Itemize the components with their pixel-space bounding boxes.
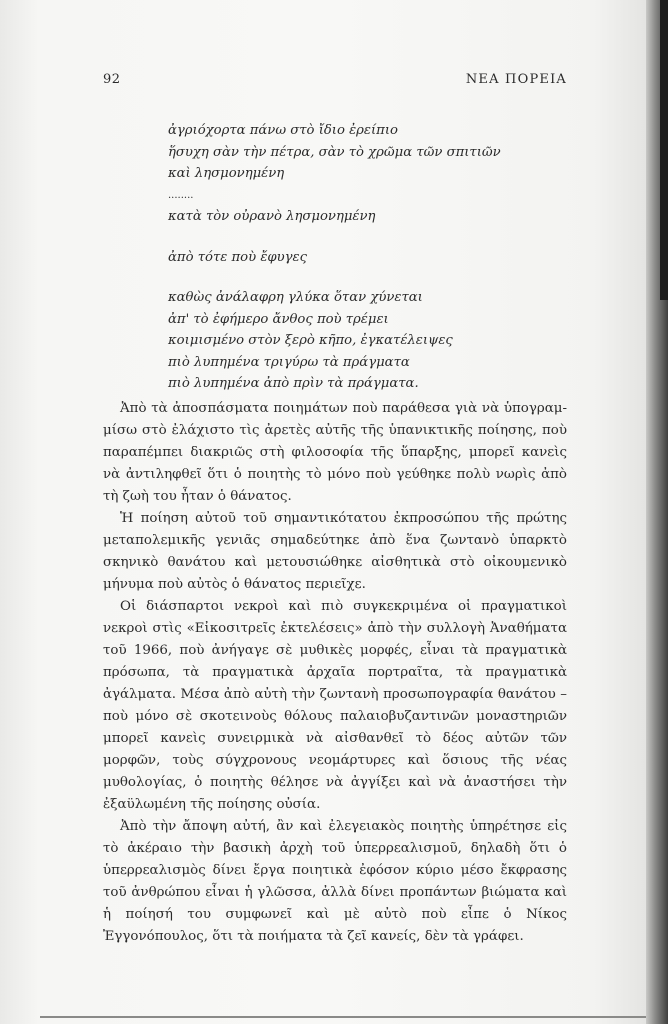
paragraph: Οἱ διάσπαρτοι νεκροὶ καὶ πιὸ συγκεκριμένα οἱ πραγματικοὶ νεκροὶ στὶς «Εἰκοσιτρεῖς ἐκτελέσεις» ἀπὸ τὴν συλλογὴ Ἀναθήματα τοῦ 1966, ποὺ ἀνήγαγε σὲ μυθικὲς μορφές, εἶναι τὰ πραγματικὰ πρόσωπα, τὰ πραγματικὰ ἀρχαῖα πορτραῖτα, τὰ πραγματικὰ ἀγάλματα. Μέσα ἀπὸ αὐτὴ τὴν ζωντανὴ προσωπογραφία θανάτου – ποὺ μόνο σὲ σκοτεινοὺς θόλους παλαιοβυζαντινῶν μοναστηριῶν μπορεῖ κανεὶς συνειρμικὰ νὰ αἰσθανθεῖ τὸ δέος αὐτῶν τῶν μορφῶν, τοὺς σύγχρονους νεομάρτυρες καὶ ὅσιους τῆς νέας μυθολογίας, ὁ ποιητὴς θέλησε νὰ ἀγγίξει καὶ νὰ ἀναστήσει τὴν ἐξαϋλωμένη τῆς ποίησης οὐσία.: [103, 599, 567, 812]
page-bottom-edge: [40, 1016, 646, 1018]
poem-ellipsis: ........: [168, 189, 194, 201]
poem-line: ἀγριόχορτα πάνω στὸ ἴδιο ἐρείπιο: [168, 123, 398, 138]
poem-line: καὶ λησμονημένη: [168, 166, 285, 181]
poem-line: καθὼς ἀνάλαφρη γλύκα ὅταν χύνεται: [168, 290, 423, 305]
paragraph: Ἀπὸ τὰ ἀποσπάσματα ποιημάτων ποὺ παράθεσα γιὰ νὰ ὑπογραμμίσω στὸ ἐλάχιστο τὶς ἀρετὲς αὐτῆς τῆς ὑπανικτικῆς ποίησης, ποὺ παραπέμπει διακριῶς στὴ φιλοσοφία τῆς ὕπαρξης, μπορεῖ κανεὶς νὰ ἀντιληφθεῖ ὅτι ὁ ποιητὴς τὸ μόνο ποὺ γεύθηκε πολὺ νωρὶς ἀπὸ τὴ ζωὴ του ἦταν ὁ θάνατος.: [103, 401, 567, 504]
poem-excerpt: [168, 120, 568, 395]
page-number: 92: [103, 72, 121, 87]
poem-line: πιὸ λυπημένα τριγύρω τὰ πράγματα: [168, 354, 410, 370]
poem-line: κατὰ τὸν οὐρανὸ λησμονημένη: [168, 209, 376, 224]
body-text: [103, 398, 567, 948]
poem-line: ἥσυχη σὰν τὴν πέτρα, σὰν τὸ χρῶμα τῶν σπιτιῶν: [168, 144, 501, 160]
poem-line: ἀπ' τὸ ἐφήμερο ἄνθος ποὺ τρέμει: [168, 311, 389, 327]
paragraph: Ἀπὸ τὴν ἄποψη αὐτή, ἂν καὶ ἐλεγειακὸς ποιητὴς ὑπηρέτησε εἰς τὸ ἀκέραιο τὴν βασικὴ ἀρχὴ τοῦ ὑπερρεαλισμοῦ, δηλαδὴ ὅτι ὁ ὑπερρεαλισμὸς δίνει ἔργα ποιητικὰ ἐφόσον κύριο μέσο ἔκφρασης τοῦ ἀνθρώπου εἶναι ἡ γλῶσσα, ἀλλὰ δίνει προπάντων βιώματα καὶ ἡ ποίησή του συμφωνεῖ καὶ μὲ αὐτὸ ποὺ εἶπε ὁ Νίκος Ἐγγονόπουλος, ὅτι τὰ ποιήματα τὰ ζεῖ κανείς, δὲν τὰ γράφει.: [103, 819, 567, 944]
paragraph: Ἡ ποίηση αὐτοῦ τοῦ σημαντικότατου ἐκπροσώπου τῆς πρώτης μεταπολεμικῆς γενιᾶς σημαδεύτηκε ἀπὸ ἕνα ζωντανὸ ὑπαρκτὸ σκηνικὸ θανάτου καὶ μετουσιώθηκε αἰσθητικὰ στὸ οἰκουμενικὸ μήνυμα ποὺ αὐτὸς ὁ θάνατος περιεῖχε.: [103, 511, 567, 592]
poem-line: κοιμισμένο στὸν ξερὸ κῆπο, ἐγκατέλειψες: [168, 333, 453, 348]
binding-edge: [660, 0, 668, 300]
poem-line: πιὸ λυπημένα ἀπὸ πρὶν τὰ πράγματα.: [168, 376, 419, 391]
poem-line: ἀπὸ τότε ποὺ ἔφυγες: [168, 249, 307, 265]
running-title: ΝΕΑ ΠΟΡΕΙΑ: [465, 72, 567, 87]
